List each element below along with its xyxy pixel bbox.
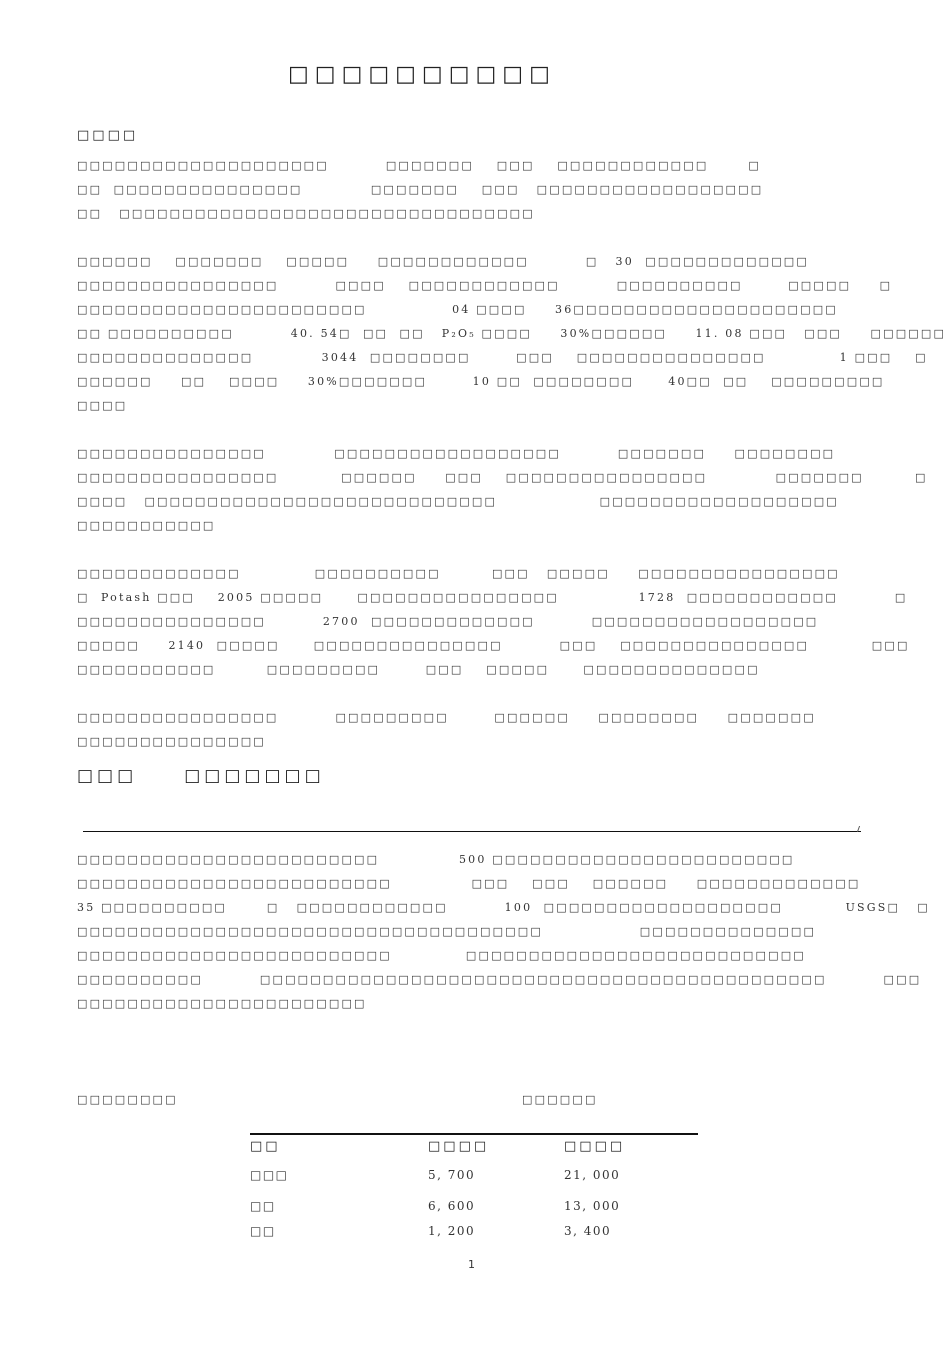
table-cell: 13, 000 xyxy=(564,1199,621,1213)
table-header-cell: □□□□ xyxy=(564,1139,626,1154)
table-cell: 1, 200 xyxy=(428,1224,476,1238)
paragraph-6-line-6: □□□□□□□□□□ □□□□□□□□□□□□□□□□□□□□□□□□□□□□□□□□□□□□□□□□□□□□□ □□□ xyxy=(77,973,922,986)
paragraph-5-line-1: □□□□□□□□□□□□□□□□ □□□□□□□□□ □□□□□□ □□□□□□□□ □□□□□□□ xyxy=(77,711,816,724)
table-header-cell: □□□□ xyxy=(428,1139,490,1154)
paragraph-3-line-2: □□□□□□□□□□□□□□□□ □□□□□□ □□□ □□□□□□□□□□□□□□□□ □□□□□□□ □ xyxy=(77,471,928,484)
paragraph-1-line-1: □□□□□□□□□□□□□□□□□□□□ □□□□□□□ □□□ □□□□□□□□□□□□ □ xyxy=(77,159,761,172)
paragraph-6-line-3: 35 □□□□□□□□□□ □ □□□□□□□□□□□□ 100 □□□□□□□□□□□□□□□□□□□ USGS□ □ xyxy=(77,901,930,914)
section-heading: □□□ □□□□□□□ xyxy=(77,766,325,786)
paragraph-2-line-4: □□ □□□□□□□□□□ 40. 54□ □□ □□ P₂O₅ □□□□ 30%□□□□□□ 11. 08 □□□ □□□ □□□□□□ xyxy=(77,327,947,340)
paragraph-4-line-2: □ Potash □□□ 2005 □□□□□ □□□□□□□□□□□□□□□□ 1728 □□□□□□□□□□□□ □ xyxy=(77,591,908,604)
paragraph-6-line-4: □□□□□□□□□□□□□□□□□□□□□□□□□□□□□□□□□□□□□ □□□□□□□□□□□□□□ xyxy=(77,925,817,938)
document-title: □□□□□□□□□□ xyxy=(288,62,556,87)
table-cell: □□ xyxy=(250,1224,276,1238)
table-header-cell: □□ xyxy=(250,1139,281,1154)
paragraph-4-line-5: □□□□□□□□□□□ □□□□□□□□□ □□□ □□□□□ □□□□□□□□□□□□□□ xyxy=(77,663,760,676)
paragraph-2-line-7: □□□□ xyxy=(77,399,128,412)
paragraph-6-line-2: □□□□□□□□□□□□□□□□□□□□□□□□□ □□□ □□□ □□□□□□ □□□□□□□□□□□□□ xyxy=(77,877,861,890)
paragraph-3-line-4: □□□□□□□□□□□ xyxy=(77,519,216,532)
horizontal-divider xyxy=(83,831,861,832)
paragraph-2-line-1: □□□□□□ □□□□□□□ □□□□□ □□□□□□□□□□□□ □ 30 □□□□□□□□□□□□□ xyxy=(77,255,809,268)
table-caption-left: □□□□□□□□ xyxy=(77,1093,178,1106)
paragraph-3-line-3: □□□□ □□□□□□□□□□□□□□□□□□□□□□□□□□□□ □□□□□□□□□□□□□□□□□□□ xyxy=(77,495,839,508)
paragraph-6-line-7: □□□□□□□□□□□□□□□□□□□□□□□ xyxy=(77,997,367,1010)
page-number: 1 xyxy=(468,1258,475,1271)
paragraph-6-line-5: □□□□□□□□□□□□□□□□□□□□□□□□□ □□□□□□□□□□□□□□□□□□□□□□□□□□□ xyxy=(77,949,806,962)
table-cell: □□ xyxy=(250,1199,276,1213)
paragraph-6-line-1: □□□□□□□□□□□□□□□□□□□□□□□□ 500 □□□□□□□□□□□□□□□□□□□□□□□□ xyxy=(77,853,795,866)
paragraph-4-line-1: □□□□□□□□□□□□□ □□□□□□□□□□ □□□ □□□□□ □□□□□□□□□□□□□□□□ xyxy=(77,567,840,580)
divider-end-mark xyxy=(857,826,864,832)
paragraph-1-line-2: □□ □□□□□□□□□□□□□□□ □□□□□□□ □□□ □□□□□□□□□□□□□□□□□□ xyxy=(77,183,764,196)
table-cell: 21, 000 xyxy=(564,1168,621,1182)
paragraph-4-line-3: □□□□□□□□□□□□□□□ 2700 □□□□□□□□□□□□□ □□□□□□□□□□□□□□□□□□ xyxy=(77,615,819,628)
paragraph-2-line-5: □□□□□□□□□□□□□□ 3044 □□□□□□□□ □□□ □□□□□□□□□□□□□□□ 1 □□□ □ xyxy=(77,351,928,364)
section-label: □□□□ xyxy=(77,128,139,143)
paragraph-5-line-2: □□□□□□□□□□□□□□□ xyxy=(77,735,266,748)
paragraph-2-line-2: □□□□□□□□□□□□□□□□ □□□□ □□□□□□□□□□□□ □□□□□□□□□□ □□□□□ □ xyxy=(77,279,893,292)
paragraph-2-line-3: □□□□□□□□□□□□□□□□□□□□□□□ 04 □□□□ 36□□□□□□□□□□□□□□□□□□□□□ xyxy=(77,303,838,316)
table-top-rule xyxy=(250,1133,698,1135)
paragraph-3-line-1: □□□□□□□□□□□□□□□ □□□□□□□□□□□□□□□□□□ □□□□□□□ □□□□□□□□ xyxy=(77,447,836,460)
paragraph-2-line-6: □□□□□□ □□ □□□□ 30%□□□□□□□ 10 □□ □□□□□□□□ 40□□ □□ □□□□□□□□□ xyxy=(77,375,885,388)
table-cell: 3, 400 xyxy=(564,1224,612,1238)
table-caption-right: □□□□□□ xyxy=(522,1093,598,1106)
table-cell: □□□ xyxy=(250,1168,289,1182)
paragraph-4-line-4: □□□□□ 2140 □□□□□ □□□□□□□□□□□□□□□ □□□ □□□□□□□□□□□□□□□ □□□ xyxy=(77,639,910,652)
table-cell: 6, 600 xyxy=(428,1199,476,1213)
table-cell: 5, 700 xyxy=(428,1168,476,1182)
paragraph-1-line-3: □□ □□□□□□□□□□□□□□□□□□□□□□□□□□□□□□□□□ xyxy=(77,207,535,220)
